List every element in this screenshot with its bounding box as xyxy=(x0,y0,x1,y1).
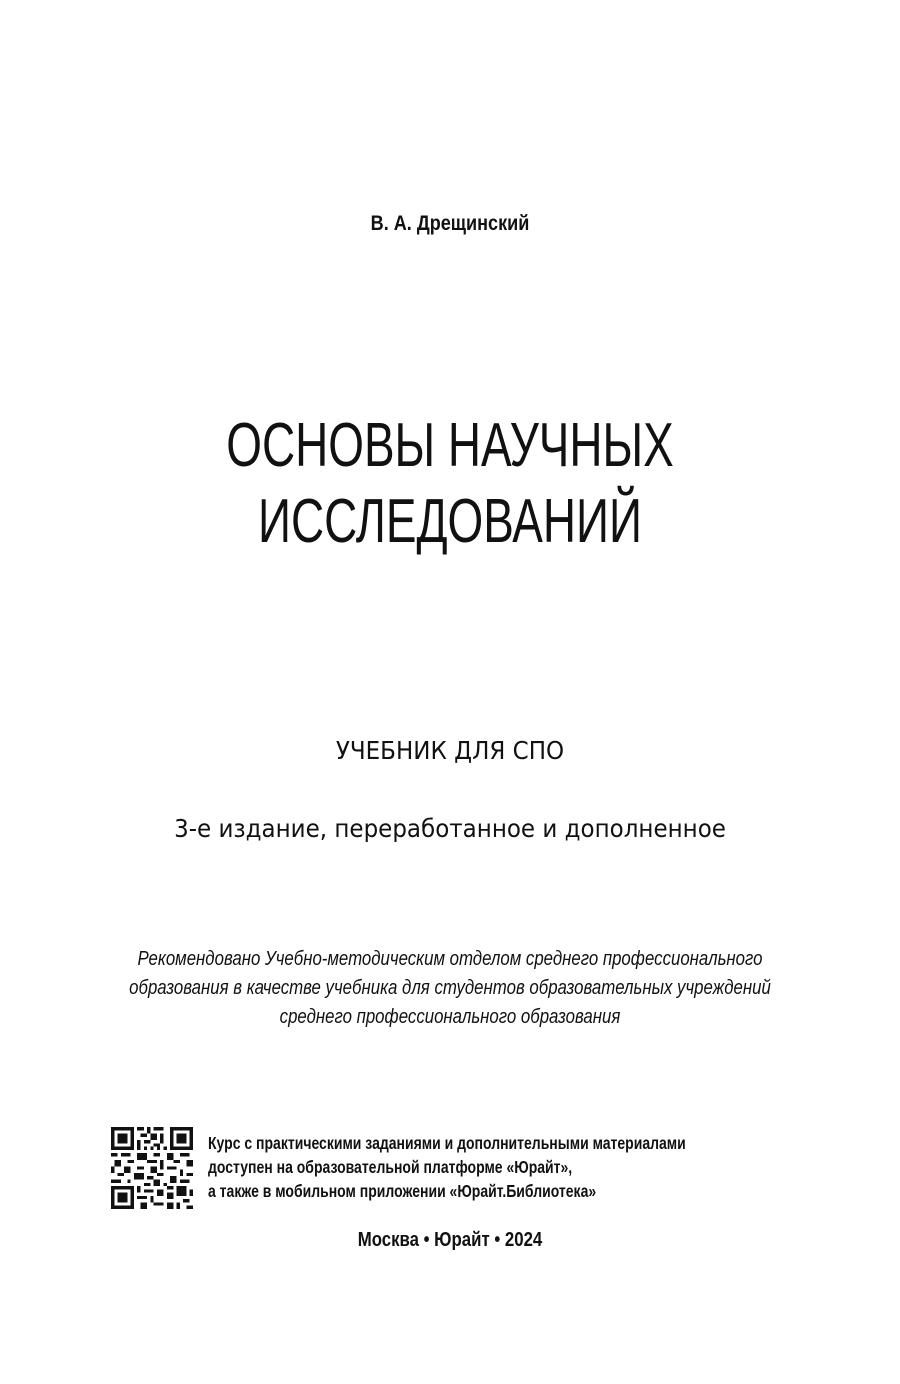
edition-note: 3-е издание, переработанное и дополненное xyxy=(174,814,726,843)
recommendation-note xyxy=(81,944,819,1031)
publisher-imprint: Москва • Юрайт • 2024 xyxy=(357,1229,543,1251)
book-title-line: ИССЛЕДОВАНИЙ xyxy=(258,487,642,556)
book-title xyxy=(117,408,783,560)
recommendation-line: Рекомендовано Учебно-методическим отделом среднего профессионального xyxy=(137,947,763,970)
course-note-line: Курс с практическими заданиями и дополнительными материалами xyxy=(208,1133,686,1153)
recommendation-line: среднего профессионального образования xyxy=(279,1005,621,1028)
course-note-line: а также в мобильном приложении «Юрайт.Библиотека» xyxy=(208,1181,597,1201)
book-subtitle: УЧЕБНИК ДЛЯ СПО xyxy=(335,736,565,765)
course-note-line: доступен на образовательной платформе «Юрайт», xyxy=(208,1157,573,1177)
author-name: В. А. Дрещинский xyxy=(370,212,530,235)
recommendation-line: образования в качестве учебника для студентов образовательных учреждений xyxy=(129,976,771,999)
book-title-line: ОСНОВЫ НАУЧНЫХ xyxy=(226,411,674,480)
course-note xyxy=(208,1131,686,1203)
qr-code-icon[interactable] xyxy=(111,1127,193,1209)
